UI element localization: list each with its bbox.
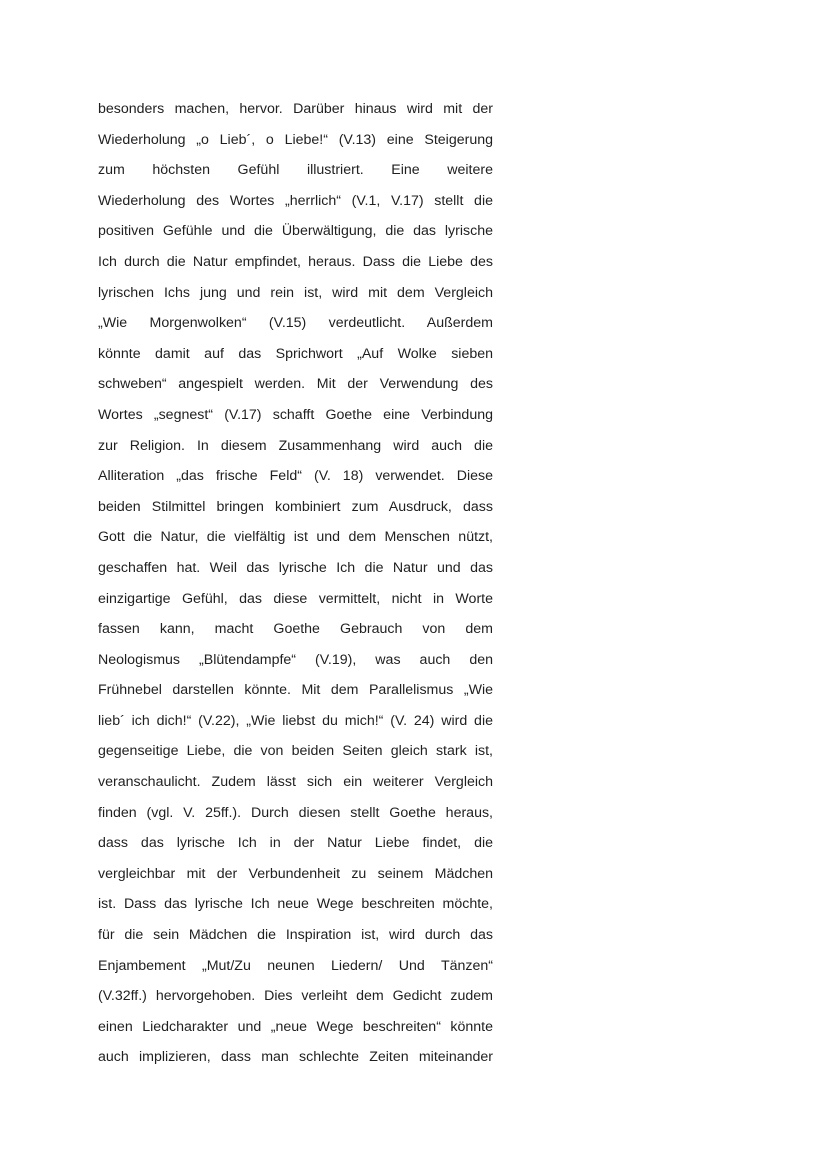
text-line: zur Religion. In diesem Zusammenhang wird auch die (98, 437, 493, 454)
text-line: Neologismus „Blütendampfe“ (V.19), was auch den (98, 651, 493, 668)
text-line: finden (vgl. V. 25ff.). Durch diesen stellt Goethe heraus, (98, 804, 493, 821)
text-line: Gott die Natur, die vielfältig ist und dem Menschen nützt, (98, 529, 493, 546)
text-line: vergleichbar mit der Verbundenheit zu seinem Mädchen (98, 865, 493, 882)
text-line: Wiederholung des Wortes „herrlich“ (V.1, V.17) stellt die (98, 192, 493, 209)
text-line: positiven Gefühle und die Überwältigung, die das lyrische (98, 223, 493, 240)
text-line: veranschaulicht. Zudem lässt sich ein weiterer Vergleich (98, 774, 493, 791)
text-line: besonders machen, hervor. Darüber hinaus wird mit der (98, 101, 493, 117)
text-line: für die sein Mädchen die Inspiration ist, wird durch das (98, 927, 493, 944)
text-line: lyrischen Ichs jung und rein ist, wird mit dem Vergleich (98, 284, 493, 301)
text-line: (V.32ff.) hervorgehoben. Dies verleiht dem Gedicht zudem (98, 988, 493, 1005)
text-line: Wortes „segnest“ (V.17) schafft Goethe eine Verbindung (98, 406, 493, 423)
text-line: auch implizieren, dass man schlechte Zeiten miteinander (98, 1049, 493, 1066)
text-line: Wiederholung „o Lieb´, o Liebe!“ (V.13) eine Steigerung (98, 131, 493, 148)
text-line: zum höchsten Gefühl illustriert. Eine weitere (98, 162, 493, 179)
text-line: „Wie Morgenwolken“ (V.15) verdeutlicht. Außerdem (98, 315, 493, 332)
text-line: geschaffen hat. Weil das lyrische Ich die Natur und das (98, 559, 493, 576)
text-line: Enjambement „Mut/Zu neunen Liedern/ Und Tänzen“ (98, 957, 493, 974)
text-line: fassen kann, macht Goethe Gebrauch von dem (98, 621, 493, 638)
text-line: gegenseitige Liebe, die von beiden Seiten gleich stark ist, (98, 743, 493, 760)
text-line: beiden Stilmittel bringen kombiniert zum Ausdruck, dass (98, 498, 493, 515)
text-line: einen Liedcharakter und „neue Wege beschreiten“ könnte (98, 1018, 493, 1035)
text-line: schweben“ angespielt werden. Mit der Verwendung des (98, 376, 493, 393)
text-line: lieb´ ich dich!“ (V.22), „Wie liebst du mich!“ (V. 24) wird die (98, 712, 493, 729)
text-line: einzigartige Gefühl, das diese vermittelt, nicht in Worte (98, 590, 493, 607)
text-line: Frühnebel darstellen könnte. Mit dem Parallelismus „Wie (98, 682, 493, 699)
text-line: dass das lyrische Ich in der Natur Liebe findet, die (98, 835, 493, 852)
text-line: könnte damit auf das Sprichwort „Auf Wolke sieben (98, 345, 493, 362)
text-line: ist. Dass das lyrische Ich neue Wege beschreiten möchte, (98, 896, 493, 913)
text-line: Alliteration „das frische Feld“ (V. 18) verwendet. Diese (98, 468, 493, 485)
text-line: Ich durch die Natur empfindet, heraus. Dass die Liebe des (98, 253, 493, 270)
body-paragraph (98, 94, 493, 1073)
